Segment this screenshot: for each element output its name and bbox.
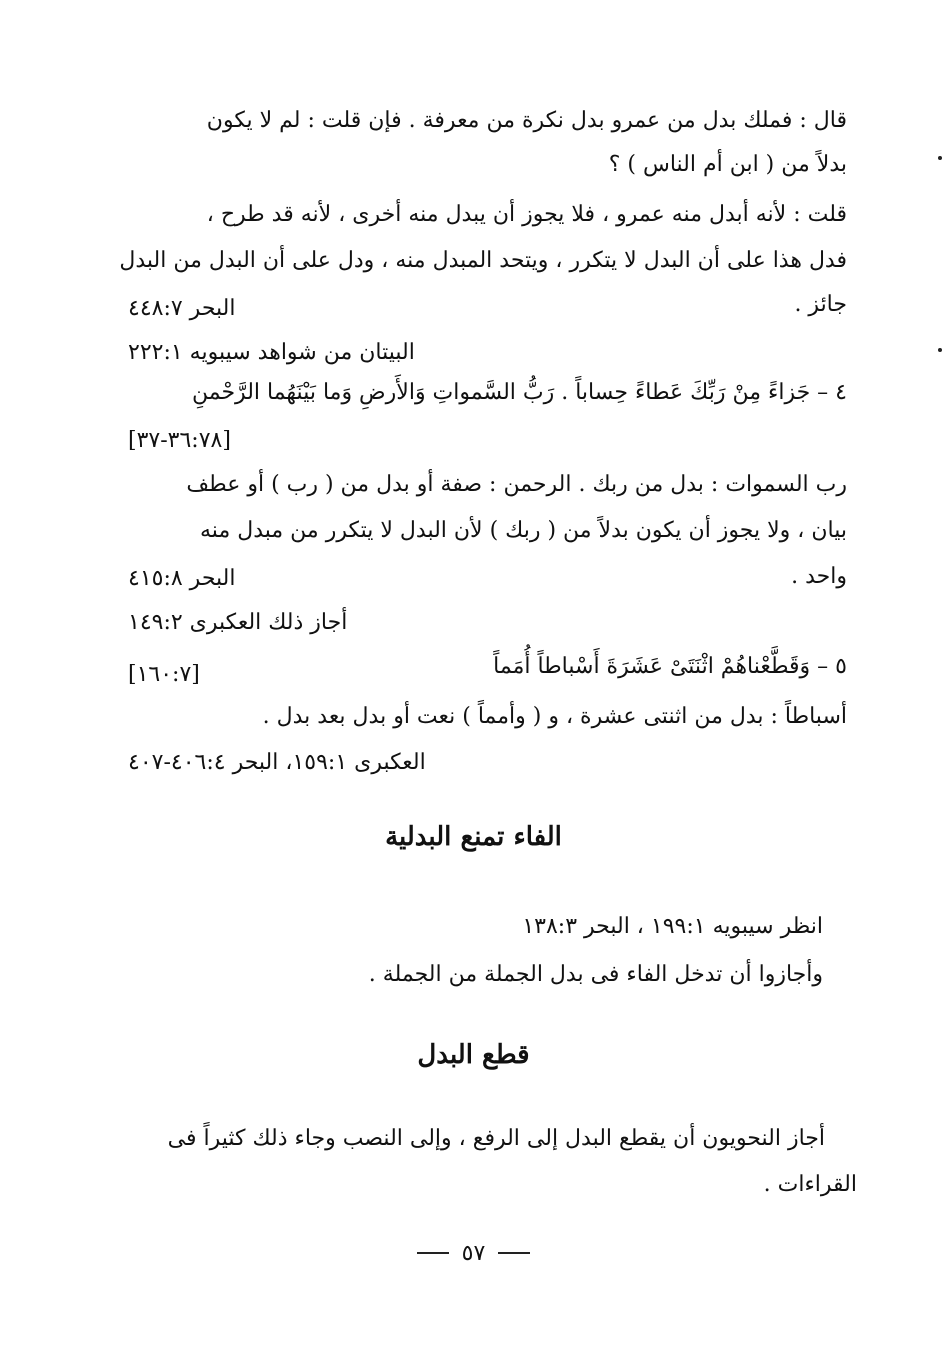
text-line: بدلاً من ( ابن أم الناس ) ؟ [608,152,847,177]
text-line: بيان ، ولا يجوز أن يكون بدلاً من ( ربك ) لأن البدل لا يتكرر من مبدل منه [200,518,847,543]
text-line: أسباطاً : بدل من اثنتى عشرة ، و ( وأمماً ) نعت أو بدل بعد بدل . [262,704,847,729]
text-line: جائز . [794,292,847,317]
text-line: انظر سيبويه ١٩٩:١ ، البحر ١٣٨:٣ [522,914,823,939]
reference: العكبرى ١٥٩:١، البحر ٤٠٦:٤-٤٠٧ [128,750,426,775]
verse-line: ٥ – وَقَطَّعْناهُمْ اثْنَتَىْ عَشَرَةَ أَسْباطاً أُمَماً [493,654,847,679]
dash-right [498,1252,530,1254]
text-line: وأجازوا أن تدخل الفاء فى بدل الجملة من الجملة . [368,962,823,987]
section-heading: قطع البدل [417,1040,530,1070]
dash-left [417,1252,449,1254]
reference: أجاز ذلك العكبرى ١٤٩:٢ [128,610,348,635]
verse-reference: [٣٦:٧٨-٣٧] [128,428,231,453]
reference: البيتان من شواهد سيبويه ٢٢٢:١ [128,340,415,365]
text-line: رب السموات : بدل من ربك . الرحمن : صفة أو بدل من ( رب ) أو عطف [186,472,847,497]
verse-line: ٤ – جَزاءً مِنْ رَبِّكَ عَطاءً حِساباً . رَبُّ السَّمواتِ وَالأَرضِ وَما بَيْنَهُما الرَّحْمنِ [191,380,847,405]
text-line: واحد . [791,564,847,589]
page-number [0,1240,947,1266]
reference: البحر ٤٤٨:٧ [128,296,236,321]
margin-mark [938,348,942,352]
text-line: قال : فملك بدل من عمرو بدل نكرة من معرفة . فإن قلت : لم لا يكون [206,108,847,133]
text-line: قلت : لأنه أبدل منه عمرو ، فلا يجوز أن يبدل منه أخرى ، لأنه قد طرح ، [206,202,847,227]
section-heading: الفاء تمنع البدلية [385,822,562,852]
margin-mark [938,156,942,160]
page-number-text: ٥٧ [461,1240,486,1266]
text-line: فدل هذا على أن البدل لا يتكرر ، ويتحد المبدل منه ، ودل على أن البدل من البدل [119,248,847,273]
text-line: القراءات . [763,1172,857,1197]
reference: البحر ٤١٥:٨ [128,566,236,591]
verse-reference: [١٦٠:٧] [128,662,200,687]
text-line: أجاز النحويون أن يقطع البدل إلى الرفع ، وإلى النصب وجاء ذلك كثيراً فى [167,1126,825,1151]
